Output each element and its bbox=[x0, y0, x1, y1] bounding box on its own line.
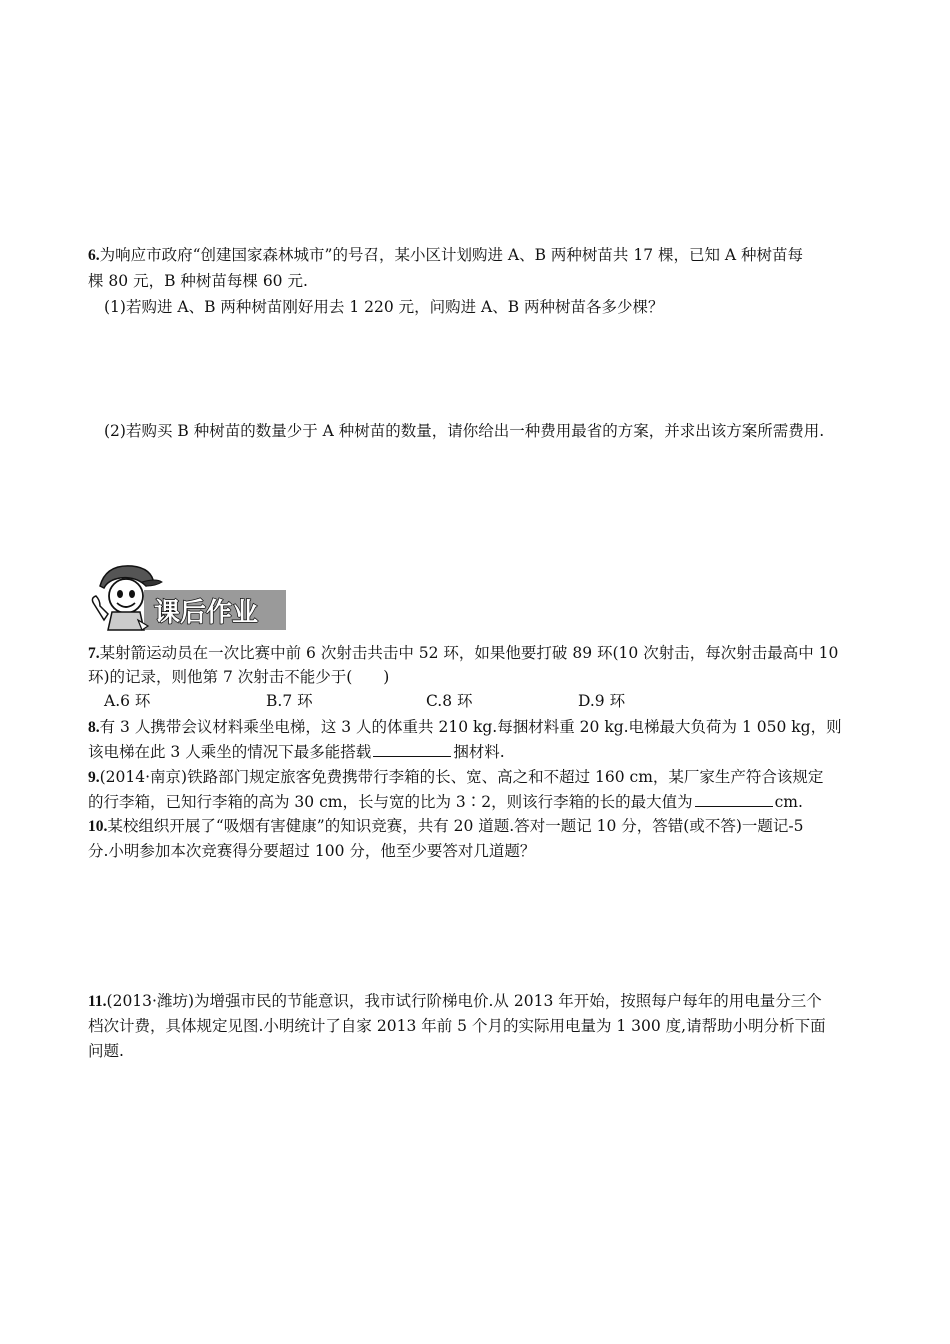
q8-line2 bbox=[88, 741, 505, 763]
q6-number: 6. bbox=[88, 247, 100, 264]
q9-line2-b: cm. bbox=[774, 793, 803, 811]
q11-text: (2013·潍坊)为增强市民的节能意识，我市试行阶梯电价.从 2013 年开始，按照每户每年的用电量分三个 bbox=[106, 992, 822, 1010]
q9-line2 bbox=[88, 791, 803, 813]
q8-number: 8. bbox=[88, 719, 100, 736]
q11-line1 bbox=[88, 990, 822, 1013]
q11-number: 11. bbox=[88, 993, 107, 1010]
choice-d: D.9 环 bbox=[578, 692, 626, 710]
q7-text: 某射箭运动员在一次比赛中前 6 次射击共击中 52 环，如果他要打破 89 环(10 次射击，每次射击最高中 10 bbox=[99, 644, 839, 662]
q7-line1 bbox=[88, 642, 838, 665]
homework-banner bbox=[86, 560, 286, 632]
q10-text: 某校组织开展了“吸烟有害健康”的知识竞赛，共有 20 道题.答对一题记 10 分，答错(或不答)一题记-5 bbox=[107, 817, 804, 835]
q6-line2: 棵 80 元，B 种树苗每棵 60 元. bbox=[88, 272, 308, 290]
banner-title: 课后作业 bbox=[154, 598, 259, 628]
q6-part2: (2)若购买 B 种树苗的数量少于 A 种树苗的数量，请你给出一种费用最省的方案，并求出该方案所需费用. bbox=[104, 422, 825, 440]
answer-blank bbox=[373, 741, 451, 757]
q11-line3: 问题. bbox=[88, 1042, 124, 1060]
q8-text: 有 3 人携带会议材料乘坐电梯，这 3 人的体重共 210 kg.每捆材料重 20 kg.电梯最大负荷为 1 050 kg，则 bbox=[99, 718, 842, 736]
q7-number: 7. bbox=[88, 645, 100, 662]
q6-line1 bbox=[88, 244, 803, 267]
q9-line2-a: 的行李箱，已知行李箱的高为 30 cm，长与宽的比为 3∶2，则该行李箱的长的最大值为 bbox=[88, 793, 693, 811]
q11-line2: 档次计费，具体规定见图.小明统计了自家 2013 年前 5 个月的实际用电量为 1 300 度,请帮助小明分析下面 bbox=[88, 1017, 826, 1035]
choice-a: A.6 环 bbox=[104, 692, 151, 710]
q7-line2: 环)的记录，则他第 7 次射击不能少于( ) bbox=[88, 668, 390, 686]
q6-text: 为响应市政府“创建国家森林城市”的号召，某小区计划购进 A、B 两种树苗共 17 棵，已知 A 种树苗每 bbox=[99, 246, 804, 264]
q8-line2-b: 捆材料. bbox=[453, 743, 505, 761]
choice-b: B.7 环 bbox=[266, 692, 313, 710]
answer-blank bbox=[695, 791, 773, 807]
q6-part1: (1)若购进 A、B 两种树苗刚好用去 1 220 元，问购进 A、B 两种树苗各多少棵？ bbox=[104, 298, 664, 316]
q10-number: 10. bbox=[88, 818, 108, 835]
q8-line2-a: 该电梯在此 3 人乘坐的情况下最多能搭载 bbox=[88, 743, 372, 761]
q10-line2: 分.小明参加本次竞赛得分要超过 100 分，他至少要答对几道题？ bbox=[88, 842, 536, 860]
q10-line1 bbox=[88, 815, 804, 838]
q8-line1 bbox=[88, 716, 842, 739]
q9-number: 9. bbox=[88, 769, 100, 786]
choice-c: C.8 环 bbox=[426, 692, 473, 710]
q9-line1 bbox=[88, 766, 823, 789]
q9-text: (2014·南京)铁路部门规定旅客免费携带行李箱的长、宽、高之和不超过 160 cm，某厂家生产符合该规定 bbox=[99, 768, 824, 786]
